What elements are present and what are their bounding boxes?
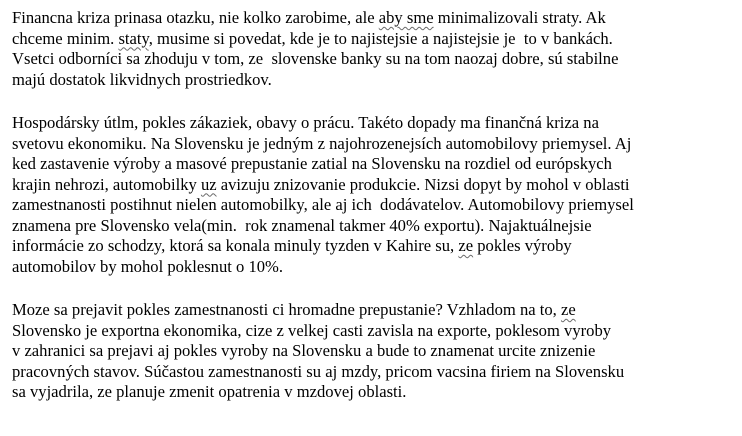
spellcheck-flagged-word: ze bbox=[560, 300, 576, 319]
text-run: majú dostatok likvidnych prostriedkov. bbox=[12, 69, 272, 89]
paragraph-3 bbox=[12, 300, 740, 403]
text-run: chceme minim. bbox=[12, 28, 119, 48]
text-run: krajin nehrozi, automobilky bbox=[12, 174, 201, 194]
text-line bbox=[12, 29, 740, 50]
text-run: , musime si povedat, kde je to najistejsie a najistejsie je to v bankách. bbox=[148, 28, 613, 48]
text-line bbox=[12, 341, 740, 362]
text-run: automobilov by mohol poklesnut o 10%. bbox=[12, 256, 284, 276]
text-run: Slovensko je exportna ekonomika, cize z velkej casti zavisla na exporte, poklesom vyroby bbox=[12, 320, 612, 340]
spellcheck-flagged-word: uz bbox=[200, 174, 217, 194]
text-line bbox=[12, 257, 740, 278]
paragraph-2 bbox=[12, 113, 740, 277]
text-run: sa vyjadrila, ze planuje zmenit opatrenia v mzdovej oblasti. bbox=[12, 382, 407, 401]
text-run: pracovných stavov. Súčastou zamestnanosti su aj mzdy, pricom vacsina firiem na Slovensku bbox=[12, 361, 625, 381]
text-run: minimalizovali straty. Ak bbox=[433, 8, 606, 27]
text-line bbox=[12, 49, 740, 70]
text-run: znamena pre Slovensko vela(min. rok znamenal takmer 40% exportu). Najaktuálnejsie bbox=[12, 215, 592, 235]
text-run: v zahranici sa prejavi aj pokles vyroby na Slovensku a bude to znamenat urcite znizenie bbox=[12, 341, 596, 360]
text-line bbox=[12, 300, 740, 321]
text-run: svetovu ekonomiku. Na Slovensku je jedným z najohrozenejsích automobilovy priemysel. Aj bbox=[12, 133, 632, 153]
text-line bbox=[12, 134, 740, 155]
paragraph-1 bbox=[12, 8, 740, 90]
text-run: Hospodársky útlm, pokles zákaziek, obavy o prácu. Takéto dopady ma finančná kriza na bbox=[12, 113, 599, 132]
text-line bbox=[12, 236, 740, 257]
text-line bbox=[12, 382, 740, 403]
text-run: informácie zo schodzy, ktorá sa konala minuly tyzden v Kahire su, bbox=[12, 236, 459, 255]
text-run: avizuju znizovanie produkcie. Nizsi dopyt by mohol v oblasti bbox=[216, 174, 630, 194]
text-line bbox=[12, 321, 740, 342]
text-line bbox=[12, 70, 740, 91]
spellcheck-flagged-word: ze bbox=[458, 236, 474, 255]
document-body bbox=[12, 8, 740, 426]
text-line bbox=[12, 195, 740, 216]
text-run: Moze sa prejavit pokles zamestnanosti ci hromadne prepustanie? Vzhladom na to, bbox=[12, 300, 561, 319]
spellcheck-flagged-word: aby sme bbox=[378, 8, 434, 27]
text-line bbox=[12, 154, 740, 175]
text-run: ked zastavenie výroby a masové prepustanie zatial na Slovensku na rozdiel od európskych bbox=[12, 154, 612, 173]
text-run: pokles výroby bbox=[473, 236, 572, 255]
text-line bbox=[12, 362, 740, 383]
text-line bbox=[12, 113, 740, 134]
text-run: zamestnanosti postihnut nielen automobilky, ale aj ich dodávatelov. Automobilovy priemysel bbox=[12, 195, 634, 214]
spellcheck-flagged-word: staty bbox=[118, 28, 149, 48]
text-run: Financna kriza prinasa otazku, nie kolko zarobime, ale bbox=[12, 8, 379, 27]
text-run: Vsetci odborníci sa zhoduju v tom, ze slovenske banky su na tom naozaj dobre, sú stabilne bbox=[12, 49, 619, 68]
text-line bbox=[12, 8, 740, 29]
text-line bbox=[12, 216, 740, 237]
text-line bbox=[12, 175, 740, 196]
